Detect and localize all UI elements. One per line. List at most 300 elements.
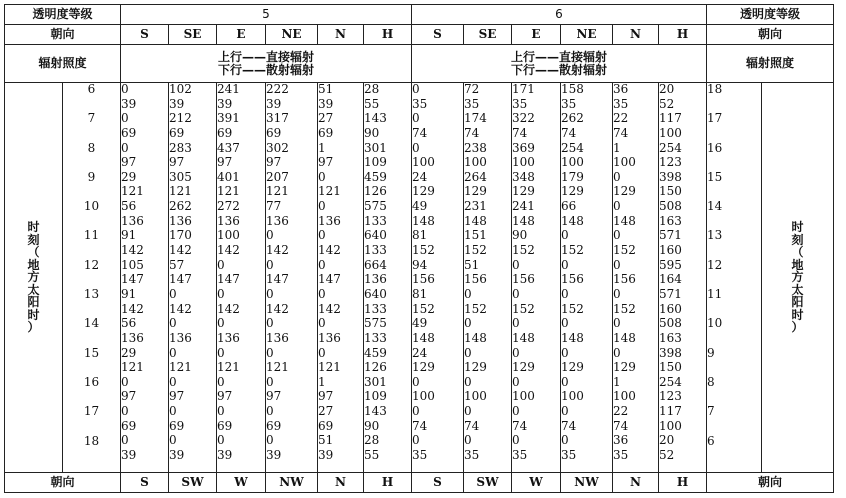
cell-value: 0: [121, 404, 129, 419]
cell-value: 640: [364, 286, 387, 301]
cell-value: 0: [613, 345, 621, 360]
cell-value: 163: [659, 330, 682, 345]
cell-value: 51: [464, 257, 480, 272]
cell-value: 152: [512, 243, 535, 258]
cell-value: 117: [659, 111, 682, 126]
cell-value: 142: [121, 301, 144, 316]
cell-value: 0: [412, 82, 420, 96]
cell-value: 121: [217, 360, 240, 375]
cell-value: 129: [613, 184, 636, 199]
cell-value: 36: [613, 82, 629, 96]
cell-value: 74: [512, 418, 528, 433]
cell-value: 20: [659, 433, 675, 448]
cell-value: 142: [318, 243, 341, 258]
cell-value: 0: [412, 404, 420, 419]
cell-value: 301: [364, 140, 387, 155]
cell-value: 27: [318, 111, 334, 126]
cell-value: 150: [659, 184, 682, 199]
cell-value: 129: [561, 184, 584, 199]
cell-value: 151: [464, 228, 487, 243]
cell-value: 100: [613, 155, 636, 170]
cell-value: 0: [169, 374, 177, 389]
dir-6-n: N: [613, 25, 659, 45]
cell-value: 1: [613, 140, 621, 155]
cell-value: 0: [412, 140, 420, 155]
cell-value: 301: [364, 374, 387, 389]
transparency-label-left: 透明度等级: [5, 5, 121, 25]
cell-value: 398: [659, 169, 682, 184]
cell-value: 69: [169, 125, 185, 140]
cell-value: 148: [512, 213, 535, 228]
cell-value: 69: [318, 125, 334, 140]
cell-value: 74: [613, 125, 629, 140]
cell-value: 0: [613, 316, 621, 331]
cell-value: 97: [266, 389, 282, 404]
cell-value: 28: [364, 82, 380, 96]
cell-value: 100: [412, 389, 435, 404]
cell-value: 508: [659, 199, 682, 214]
cell-value: 0: [512, 286, 520, 301]
cell-value: 152: [561, 243, 584, 258]
cell-value: 0: [318, 228, 326, 243]
cell-value: 0: [169, 316, 177, 331]
hours-left-column: [63, 83, 121, 473]
cell-value: 164: [659, 272, 682, 287]
cell-value: 100: [561, 155, 584, 170]
cell-value: 121: [121, 360, 144, 375]
cell-value: 0: [464, 345, 472, 360]
cell-value: 35: [561, 448, 577, 463]
cell-value: 0: [512, 404, 520, 419]
cell-value: 14: [83, 316, 100, 331]
cell-value: 148: [464, 330, 487, 345]
cell-value: 121: [318, 360, 341, 375]
cell-value: 91: [121, 286, 137, 301]
cell-value: 136: [121, 330, 144, 345]
cell-value: 14: [707, 199, 723, 214]
cell-value: 152: [561, 301, 584, 316]
cell-value: 0: [412, 433, 420, 448]
grade5-h-column: [364, 83, 412, 473]
cell-value: 0: [169, 404, 177, 419]
cell-value: 459: [364, 169, 387, 184]
cell-value: 0: [266, 257, 274, 272]
dir-5-e: E: [217, 25, 266, 45]
cell-value: 29: [121, 345, 137, 360]
cell-value: 39: [266, 96, 282, 111]
caption-direct: 上行——直接辐射: [510, 50, 607, 64]
cell-value: 121: [169, 184, 192, 199]
cell-value: 0: [613, 199, 621, 214]
cell-value: 35: [464, 448, 480, 463]
cell-value: 142: [217, 243, 240, 258]
cell-value: 15: [83, 345, 100, 360]
cell-value: 302: [266, 140, 289, 155]
grade6-se-column: [464, 83, 512, 473]
time-char: 地: [27, 257, 40, 272]
cell-value: 51: [318, 433, 334, 448]
cell-value: 49: [412, 199, 428, 214]
cell-value: 27: [318, 404, 334, 419]
cell-value: 56: [121, 199, 137, 214]
cell-value: 152: [412, 301, 435, 316]
cell-value: 0: [464, 433, 472, 448]
time-char: 时: [27, 220, 40, 235]
cell-value: 148: [613, 330, 636, 345]
cell-value: 55: [364, 96, 380, 111]
cell-value: 0: [121, 374, 129, 389]
time-char: 时: [791, 220, 804, 235]
cell-value: 254: [561, 140, 584, 155]
cell-value: 148: [412, 330, 435, 345]
dir-6-s-bottom: S: [412, 473, 464, 493]
cell-value: 0: [318, 316, 326, 331]
cell-value: 94: [412, 257, 428, 272]
cell-value: 74: [613, 418, 629, 433]
cell-value: 150: [659, 360, 682, 375]
cell-value: 55: [364, 448, 380, 463]
grade6-n-column: [613, 83, 659, 473]
cell-value: 283: [169, 140, 192, 155]
cell-value: 126: [364, 360, 387, 375]
cell-value: 0: [318, 286, 326, 301]
cell-value: 136: [169, 330, 192, 345]
cell-value: 39: [318, 96, 334, 111]
cell-value: 575: [364, 316, 387, 331]
cell-value: 142: [266, 301, 289, 316]
cell-value: 17: [83, 404, 100, 419]
cell-value: 24: [412, 169, 428, 184]
cell-value: 12: [83, 257, 100, 272]
dir-5-h: H: [364, 25, 412, 45]
cell-value: 6: [87, 82, 96, 96]
cell-value: 20: [659, 82, 675, 96]
grade-5-header: 5: [121, 5, 412, 25]
cell-value: 36: [613, 433, 629, 448]
cell-value: 571: [659, 228, 682, 243]
orientation-label-right: 朝向: [707, 25, 834, 45]
cell-value: 69: [121, 125, 137, 140]
cell-value: 136: [217, 330, 240, 345]
cell-value: 0: [412, 111, 420, 126]
cell-value: 90: [512, 228, 528, 243]
cell-value: 136: [121, 213, 144, 228]
cell-value: 97: [217, 389, 233, 404]
cell-value: 72: [464, 82, 480, 96]
dir-6-h-bottom: H: [659, 473, 707, 493]
radiation-table: [4, 4, 834, 493]
grade6-h-column: [659, 83, 707, 473]
cell-value: 369: [512, 140, 535, 155]
cell-value: 0: [613, 257, 621, 272]
cell-value: 52: [659, 96, 675, 111]
cell-value: 0: [217, 404, 225, 419]
cell-value: 35: [512, 448, 528, 463]
cell-value: 97: [318, 155, 334, 170]
cell-value: 29: [121, 169, 137, 184]
cell-value: 39: [266, 448, 282, 463]
grade5-s-column: [121, 83, 169, 473]
cell-value: 136: [318, 213, 341, 228]
cell-value: 0: [512, 345, 520, 360]
grade6-e-column: [512, 83, 561, 473]
cell-value: 348: [512, 169, 535, 184]
grade-6-header: 6: [412, 5, 707, 25]
cell-value: 0: [318, 345, 326, 360]
grade6-ne-column: [561, 83, 613, 473]
cell-value: 148: [512, 330, 535, 345]
cell-value: 262: [561, 111, 584, 126]
cell-value: 102: [169, 82, 192, 96]
cell-value: 7: [87, 111, 96, 126]
cell-value: 595: [659, 257, 682, 272]
cell-value: 97: [169, 155, 185, 170]
cell-value: 133: [364, 243, 387, 258]
cell-value: 0: [266, 374, 274, 389]
cell-value: 10: [707, 316, 723, 331]
time-label-right: [762, 83, 834, 473]
cell-value: 156: [561, 272, 584, 287]
cell-value: 640: [364, 228, 387, 243]
cell-value: 317: [266, 111, 289, 126]
dir-5-n-bottom: N: [318, 473, 364, 493]
time-char: 太: [27, 282, 40, 297]
cell-value: 100: [659, 125, 682, 140]
cell-value: 97: [121, 389, 137, 404]
cell-value: 1: [318, 374, 326, 389]
cell-value: 142: [266, 243, 289, 258]
cell-value: 121: [217, 184, 240, 199]
cell-value: 97: [217, 155, 233, 170]
cell-value: 129: [464, 184, 487, 199]
cell-value: 74: [512, 125, 528, 140]
grade5-n-column: [318, 83, 364, 473]
cell-value: 0: [613, 228, 621, 243]
cell-value: 133: [364, 301, 387, 316]
dir-6-ne: NE: [561, 25, 613, 45]
cell-value: 1: [613, 374, 621, 389]
cell-value: 163: [659, 213, 682, 228]
cell-value: 147: [217, 272, 240, 287]
dir-5-n: N: [318, 25, 364, 45]
cell-value: 39: [121, 96, 137, 111]
cell-value: 15: [707, 169, 723, 184]
cell-value: 97: [169, 389, 185, 404]
cell-value: 28: [364, 433, 380, 448]
cell-value: 0: [121, 111, 129, 126]
cell-value: 129: [464, 360, 487, 375]
cell-value: 391: [217, 111, 240, 126]
cell-value: 136: [364, 272, 387, 287]
cell-value: 100: [464, 155, 487, 170]
cell-value: 105: [121, 257, 144, 272]
cell-value: 11: [83, 228, 100, 243]
cell-value: 69: [169, 418, 185, 433]
cell-value: 0: [512, 316, 520, 331]
cell-value: 57: [169, 257, 185, 272]
cell-value: 148: [464, 213, 487, 228]
cell-value: 74: [412, 125, 428, 140]
cell-value: 0: [512, 374, 520, 389]
cell-value: 22: [613, 111, 629, 126]
cell-value: 77: [266, 199, 282, 214]
dir-5-ne: NE: [266, 25, 318, 45]
irradiance-label-right: 辐射照度: [707, 45, 834, 83]
cell-value: 39: [318, 448, 334, 463]
cell-value: 148: [412, 213, 435, 228]
cell-value: 35: [613, 96, 629, 111]
cell-value: 254: [659, 374, 682, 389]
cell-value: 100: [613, 389, 636, 404]
cell-value: 100: [217, 228, 240, 243]
cell-value: 0: [217, 374, 225, 389]
time-char: 阳: [27, 295, 40, 310]
cell-value: 152: [512, 301, 535, 316]
cell-value: 81: [412, 228, 428, 243]
cell-value: 0: [561, 345, 569, 360]
cell-value: 0: [318, 257, 326, 272]
cell-value: 81: [412, 286, 428, 301]
cell-value: 74: [561, 418, 577, 433]
cell-value: 69: [217, 125, 233, 140]
cell-value: 123: [659, 155, 682, 170]
cell-value: 142: [121, 243, 144, 258]
time-char: 刻: [27, 232, 40, 247]
time-char: 方: [791, 270, 804, 285]
cell-value: 152: [613, 301, 636, 316]
cell-value: 0: [266, 345, 274, 360]
dir-6-nw-bottom: NW: [561, 473, 613, 493]
cell-value: 148: [561, 213, 584, 228]
grade5-ne-column: [266, 83, 318, 473]
cell-value: 16: [83, 374, 100, 389]
cell-value: 100: [561, 389, 584, 404]
cell-value: 90: [364, 125, 380, 140]
cell-value: 35: [464, 96, 480, 111]
cell-value: 147: [121, 272, 144, 287]
cell-value: 51: [318, 82, 334, 96]
cell-value: 241: [217, 82, 240, 96]
cell-value: 49: [412, 316, 428, 331]
cell-value: 272: [217, 199, 240, 214]
cell-value: 0: [412, 374, 420, 389]
caption-grade-5: [121, 45, 412, 83]
cell-value: 0: [266, 316, 274, 331]
cell-value: 39: [169, 96, 185, 111]
cell-value: 121: [266, 360, 289, 375]
cell-value: 74: [464, 418, 480, 433]
cell-value: 0: [217, 316, 225, 331]
cell-value: 0: [266, 404, 274, 419]
time-label-left: [5, 83, 63, 473]
cell-value: 148: [613, 213, 636, 228]
cell-value: 18: [83, 433, 100, 448]
time-char: （: [27, 245, 40, 260]
cell-value: 91: [121, 228, 137, 243]
time-char: 刻: [791, 232, 804, 247]
cell-value: 152: [464, 243, 487, 258]
cell-value: 508: [659, 316, 682, 331]
time-char: （: [791, 245, 804, 260]
cell-value: 69: [318, 418, 334, 433]
cell-value: 121: [121, 184, 144, 199]
cell-value: 322: [512, 111, 535, 126]
cell-value: 0: [464, 316, 472, 331]
cell-value: 174: [464, 111, 487, 126]
cell-value: 100: [412, 155, 435, 170]
cell-value: 117: [659, 404, 682, 419]
cell-value: 39: [169, 448, 185, 463]
cell-value: 69: [266, 125, 282, 140]
cell-value: 18: [707, 82, 723, 96]
cell-value: 143: [364, 111, 387, 126]
transparency-label-right: 透明度等级: [707, 5, 834, 25]
cell-value: 0: [121, 140, 129, 155]
cell-value: 0: [464, 404, 472, 419]
grade5-se-column: [169, 83, 217, 473]
cell-value: 13: [83, 287, 100, 302]
cell-value: 9: [87, 169, 96, 184]
cell-value: 171: [512, 82, 535, 96]
cell-value: 17: [707, 111, 723, 126]
cell-value: 0: [512, 257, 520, 272]
cell-value: 0: [169, 286, 177, 301]
cell-value: 0: [512, 433, 520, 448]
cell-value: 156: [512, 272, 535, 287]
dir-5-s-bottom: S: [121, 473, 169, 493]
cell-value: 571: [659, 286, 682, 301]
cell-value: 39: [121, 448, 137, 463]
dir-5-se: SE: [169, 25, 217, 45]
cell-value: 109: [364, 389, 387, 404]
cell-value: 100: [512, 389, 535, 404]
cell-value: 10: [83, 199, 100, 214]
cell-value: 664: [364, 257, 387, 272]
dir-5-h-bottom: H: [364, 473, 412, 493]
cell-value: 0: [561, 316, 569, 331]
cell-value: 74: [412, 418, 428, 433]
dir-6-e: E: [512, 25, 561, 45]
cell-value: 12: [707, 257, 723, 272]
caption-diffuse: 下行——散射辐射: [217, 62, 314, 77]
cell-value: 0: [464, 286, 472, 301]
cell-value: 160: [659, 301, 682, 316]
cell-value: 0: [464, 374, 472, 389]
cell-value: 231: [464, 199, 487, 214]
cell-value: 238: [464, 140, 487, 155]
cell-value: 69: [266, 418, 282, 433]
cell-value: 0: [169, 345, 177, 360]
cell-value: 24: [412, 345, 428, 360]
dir-6-se: SE: [464, 25, 512, 45]
cell-value: 207: [266, 169, 289, 184]
cell-value: 156: [613, 272, 636, 287]
cell-value: 0: [561, 286, 569, 301]
cell-value: 121: [318, 184, 341, 199]
cell-value: 66: [561, 199, 577, 214]
time-char: 时: [791, 307, 804, 322]
cell-value: 22: [613, 404, 629, 419]
cell-value: 156: [412, 272, 435, 287]
time-char: 时: [27, 307, 40, 322]
cell-value: 97: [266, 155, 282, 170]
cell-value: 575: [364, 199, 387, 214]
cell-value: 129: [412, 360, 435, 375]
time-char: 地: [791, 257, 804, 272]
cell-value: 0: [169, 433, 177, 448]
cell-value: 1: [318, 140, 326, 155]
cell-value: 0: [217, 345, 225, 360]
